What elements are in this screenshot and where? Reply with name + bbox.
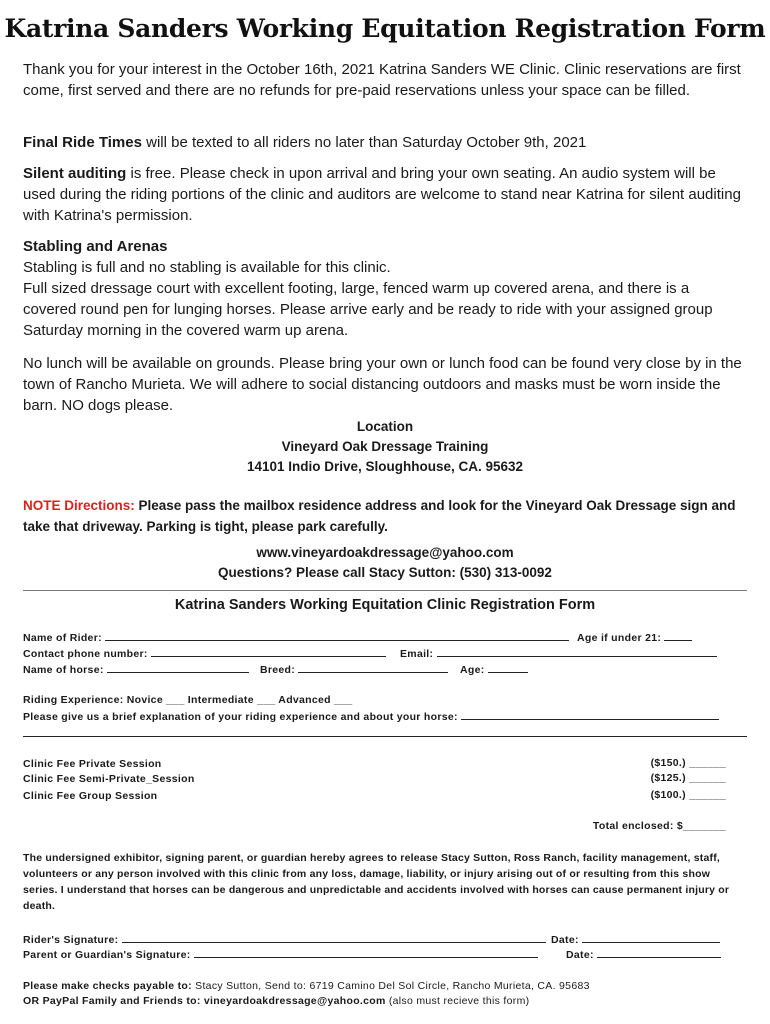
divider: [23, 590, 747, 591]
checks-label: Please make checks payable to:: [23, 980, 192, 992]
parent-date-line[interactable]: [597, 947, 721, 958]
auditing-text: is free. Please check in upon arrival and bring your own seating. An audio system will be used during the riding portions of the clinic and auditors are welcome to stand near Katrina for silent auditing with Katrina's permission.: [23, 165, 741, 224]
phone-line[interactable]: [151, 646, 386, 657]
fee-semi-private-amount[interactable]: ($125.) ______: [650, 772, 726, 784]
horse-name-label: Name of horse:: [23, 664, 104, 676]
stabling-heading: Stabling and Arenas: [23, 238, 168, 255]
rider-name-label: Name of Rider:: [23, 632, 102, 644]
location-block: [0, 417, 770, 477]
fee-private-amount[interactable]: ($150.) ______: [650, 757, 726, 769]
ride-times-paragraph: [23, 132, 745, 153]
contact-questions: Questions? Please call Stacy Sutton: (530) 313-0092: [218, 565, 552, 580]
horse-age-line[interactable]: [488, 662, 528, 673]
fee-group-amount[interactable]: ($100.) ______: [650, 789, 726, 801]
parent-date-label: Date:: [566, 949, 594, 961]
age-under-21-label: Age if under 21:: [577, 632, 662, 644]
rider-name-field[interactable]: [23, 630, 569, 645]
stabling-section: [23, 236, 745, 341]
directions-note: [23, 495, 745, 537]
paypal-label: OR PayPal Family and Friends to: vineyardoakdressage@yahoo.com: [23, 995, 386, 1007]
rider-name-line[interactable]: [105, 630, 569, 641]
email-label: Email:: [400, 648, 434, 660]
checks-payable: [23, 979, 590, 993]
horse-name-line[interactable]: [107, 662, 249, 673]
auditing-paragraph: [23, 163, 745, 226]
breed-field[interactable]: [260, 662, 448, 677]
age-under-21-field[interactable]: [577, 630, 692, 645]
rider-date-field[interactable]: [551, 932, 720, 947]
parent-signature-label: Parent or Guardian's Signature:: [23, 949, 191, 961]
form-title: Katrina Sanders Working Equitation Clinic Registration Form: [174, 597, 596, 613]
checks-text: Stacy Sutton, Send to: 6719 Camino Del Sol Circle, Rancho Murieta, CA. 95683: [191, 980, 590, 992]
fee-private-label: Clinic Fee Private Session: [23, 758, 162, 770]
location-address: 14101 Indio Drive, Sloughhouse, CA. 95632: [246, 459, 524, 474]
location-heading: Location: [356, 419, 414, 434]
ride-times-text: will be texted to all riders no later than Saturday October 9th, 2021: [141, 134, 587, 151]
stabling-line-1: Stabling is full and no stabling is available for this clinic.: [23, 259, 391, 276]
phone-label: Contact phone number:: [23, 648, 148, 660]
ride-times-label: Final Ride Times: [23, 134, 142, 151]
location-name: Vineyard Oak Dressage Training: [281, 439, 489, 454]
contact-block: [0, 543, 770, 583]
fee-semi-private-label: Clinic Fee Semi-Private_Session: [23, 773, 195, 785]
directions-label: NOTE Directions:: [23, 498, 135, 513]
fee-group-label: Clinic Fee Group Session: [23, 790, 158, 802]
rider-signature-field[interactable]: [23, 932, 546, 947]
experience-explanation-label: Please give us a brief explanation of your riding experience and about your horse:: [23, 711, 458, 723]
rider-date-label: Date:: [551, 934, 579, 946]
rider-signature-label: Rider's Signature:: [23, 934, 119, 946]
rider-signature-line[interactable]: [122, 932, 546, 943]
page-title: Katrina Sanders Working Equitation Registration Form: [4, 14, 766, 43]
horse-age-field[interactable]: [460, 662, 528, 677]
rider-date-line[interactable]: [582, 932, 720, 943]
lunch-paragraph: No lunch will be available on grounds. Please bring your own or lunch food can be found very close by in the town of Rancho Murieta. We will adhere to social distancing outdoors and masks must be worn inside the barn. NO dogs please.: [23, 355, 742, 414]
contact-email: www.vineyardoakdressage@yahoo.com: [256, 545, 514, 560]
breed-label: Breed:: [260, 664, 296, 676]
horse-name-field[interactable]: [23, 662, 249, 677]
auditing-label: Silent auditing: [23, 165, 127, 182]
release-waiver: The undersigned exhibitor, signing parent, or guardian hereby agrees to release Stacy Sutton, Ross Ranch, facility management, staff, volunteers or any person involved with this clinic from any loss, damage, liability, or injury arising out of or resulting from this show series. I understand that horses can be dangerous and unpredictable and accidents involved with horses can cause permanent injury or death.: [23, 852, 730, 912]
breed-line[interactable]: [298, 662, 448, 673]
experience-explanation-field[interactable]: [23, 709, 719, 724]
explanation-extra-line[interactable]: [23, 736, 747, 737]
email-line[interactable]: [437, 646, 717, 657]
experience-explanation-line[interactable]: [461, 709, 719, 720]
parent-date-field[interactable]: [566, 947, 721, 962]
parent-signature-line[interactable]: [194, 947, 538, 958]
riding-experience-field[interactable]: Riding Experience: Novice ___ Intermediate ___ Advanced ___: [23, 694, 353, 706]
stabling-line-2: Full sized dressage court with excellent footing, large, fenced warm up covered arena, and there is a covered round pen for lunging horses. Please arrive early and be ready to ride with your assigned group Saturday morning in the covered warm up arena.: [23, 280, 713, 339]
parent-signature-field[interactable]: [23, 947, 538, 962]
paypal-payment: [23, 994, 529, 1008]
total-enclosed[interactable]: Total enclosed: $_______: [592, 820, 726, 832]
intro-paragraph: Thank you for your interest in the October 16th, 2021 Katrina Sanders WE Clinic. Clinic reservations are first come, first served and there are no refunds for pre-paid reservations unless your space can be filled.: [23, 61, 741, 99]
phone-field[interactable]: [23, 646, 386, 661]
horse-age-label: Age:: [460, 664, 485, 676]
age-under-21-line[interactable]: [664, 630, 692, 641]
email-field[interactable]: [400, 646, 717, 661]
directions-text: Please pass the mailbox residence address and look for the Vineyard Oak Dressage sign and take that driveway. Parking is tight, please park carefully.: [23, 498, 736, 534]
paypal-note: (also must recieve this form): [385, 995, 530, 1007]
